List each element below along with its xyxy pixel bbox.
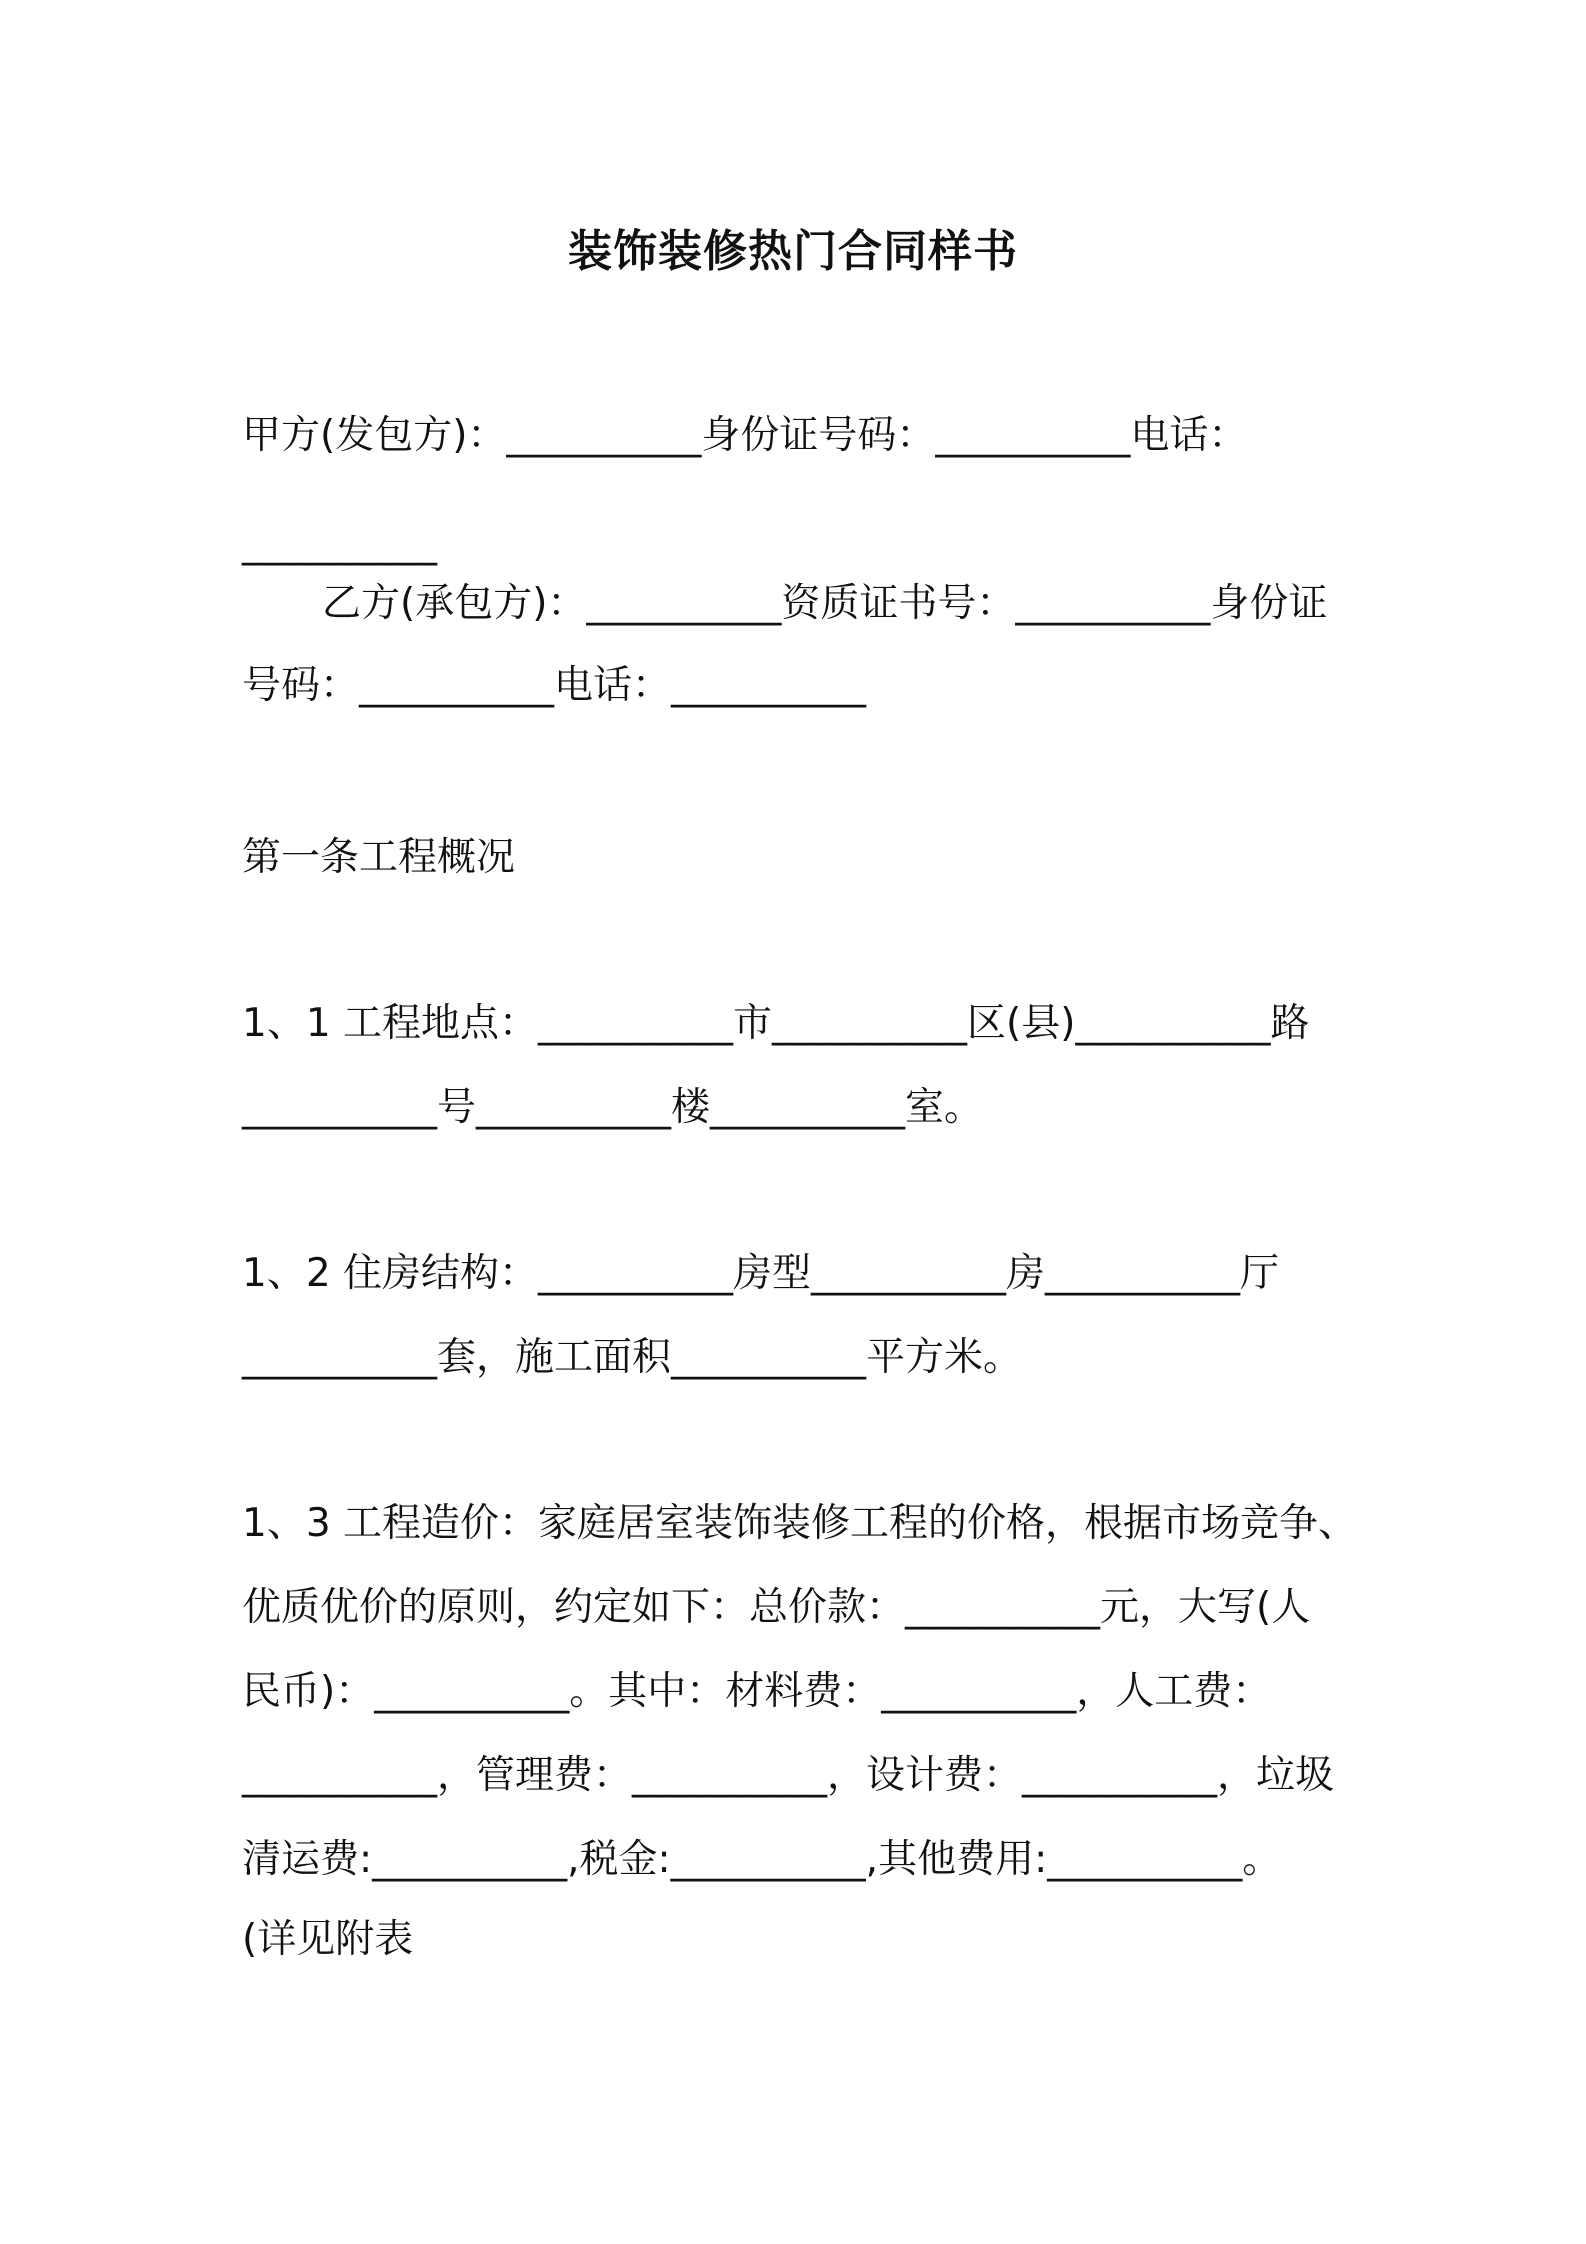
clause-1-3-line-4: __________，管理费：__________，设计费：__________，垃圾 xyxy=(242,1753,1335,1798)
clause-1-2-line-1: 1、2 住房结构：__________房型__________房__________厅 xyxy=(242,1251,1280,1296)
section-heading: 第一条工程概况 xyxy=(242,835,516,880)
party-a-line-1: 甲方(发包方)：__________身份证号码：__________电话： xyxy=(242,413,1248,458)
clause-1-1-line-2: __________号__________楼__________室。 xyxy=(242,1085,984,1130)
clause-1-3-line-6: (详见附表 xyxy=(242,1917,414,1962)
party-b-line-2: 号码：__________电话：__________ xyxy=(242,663,867,708)
document-title: 装饰装修热门合同样书 xyxy=(568,226,1018,277)
clause-1-3-line-3: 民币)：__________。其中：材料费：__________，人工费： xyxy=(242,1669,1272,1714)
clause-1-3-line-2: 优质优价的原则，约定如下：总价款：__________元，大写(人 xyxy=(242,1585,1311,1630)
party-b-line-1: 乙方(承包方)：__________资质证书号：__________身份证 xyxy=(322,581,1328,626)
clause-1-3-line-1: 1、3 工程造价：家庭居室装饰装修工程的价格，根据市场竞争、 xyxy=(242,1501,1358,1546)
clause-1-2-line-2: __________套，施工面积__________平方米。 xyxy=(242,1335,1023,1380)
clause-1-1-line-1: 1、1 工程地点：__________市__________区(县)__________路 xyxy=(242,1001,1310,1046)
clause-1-3-line-5: 清运费:__________,税金:__________,其他费用:__________。 xyxy=(242,1837,1282,1882)
party-a-line-2: __________ xyxy=(242,521,437,566)
